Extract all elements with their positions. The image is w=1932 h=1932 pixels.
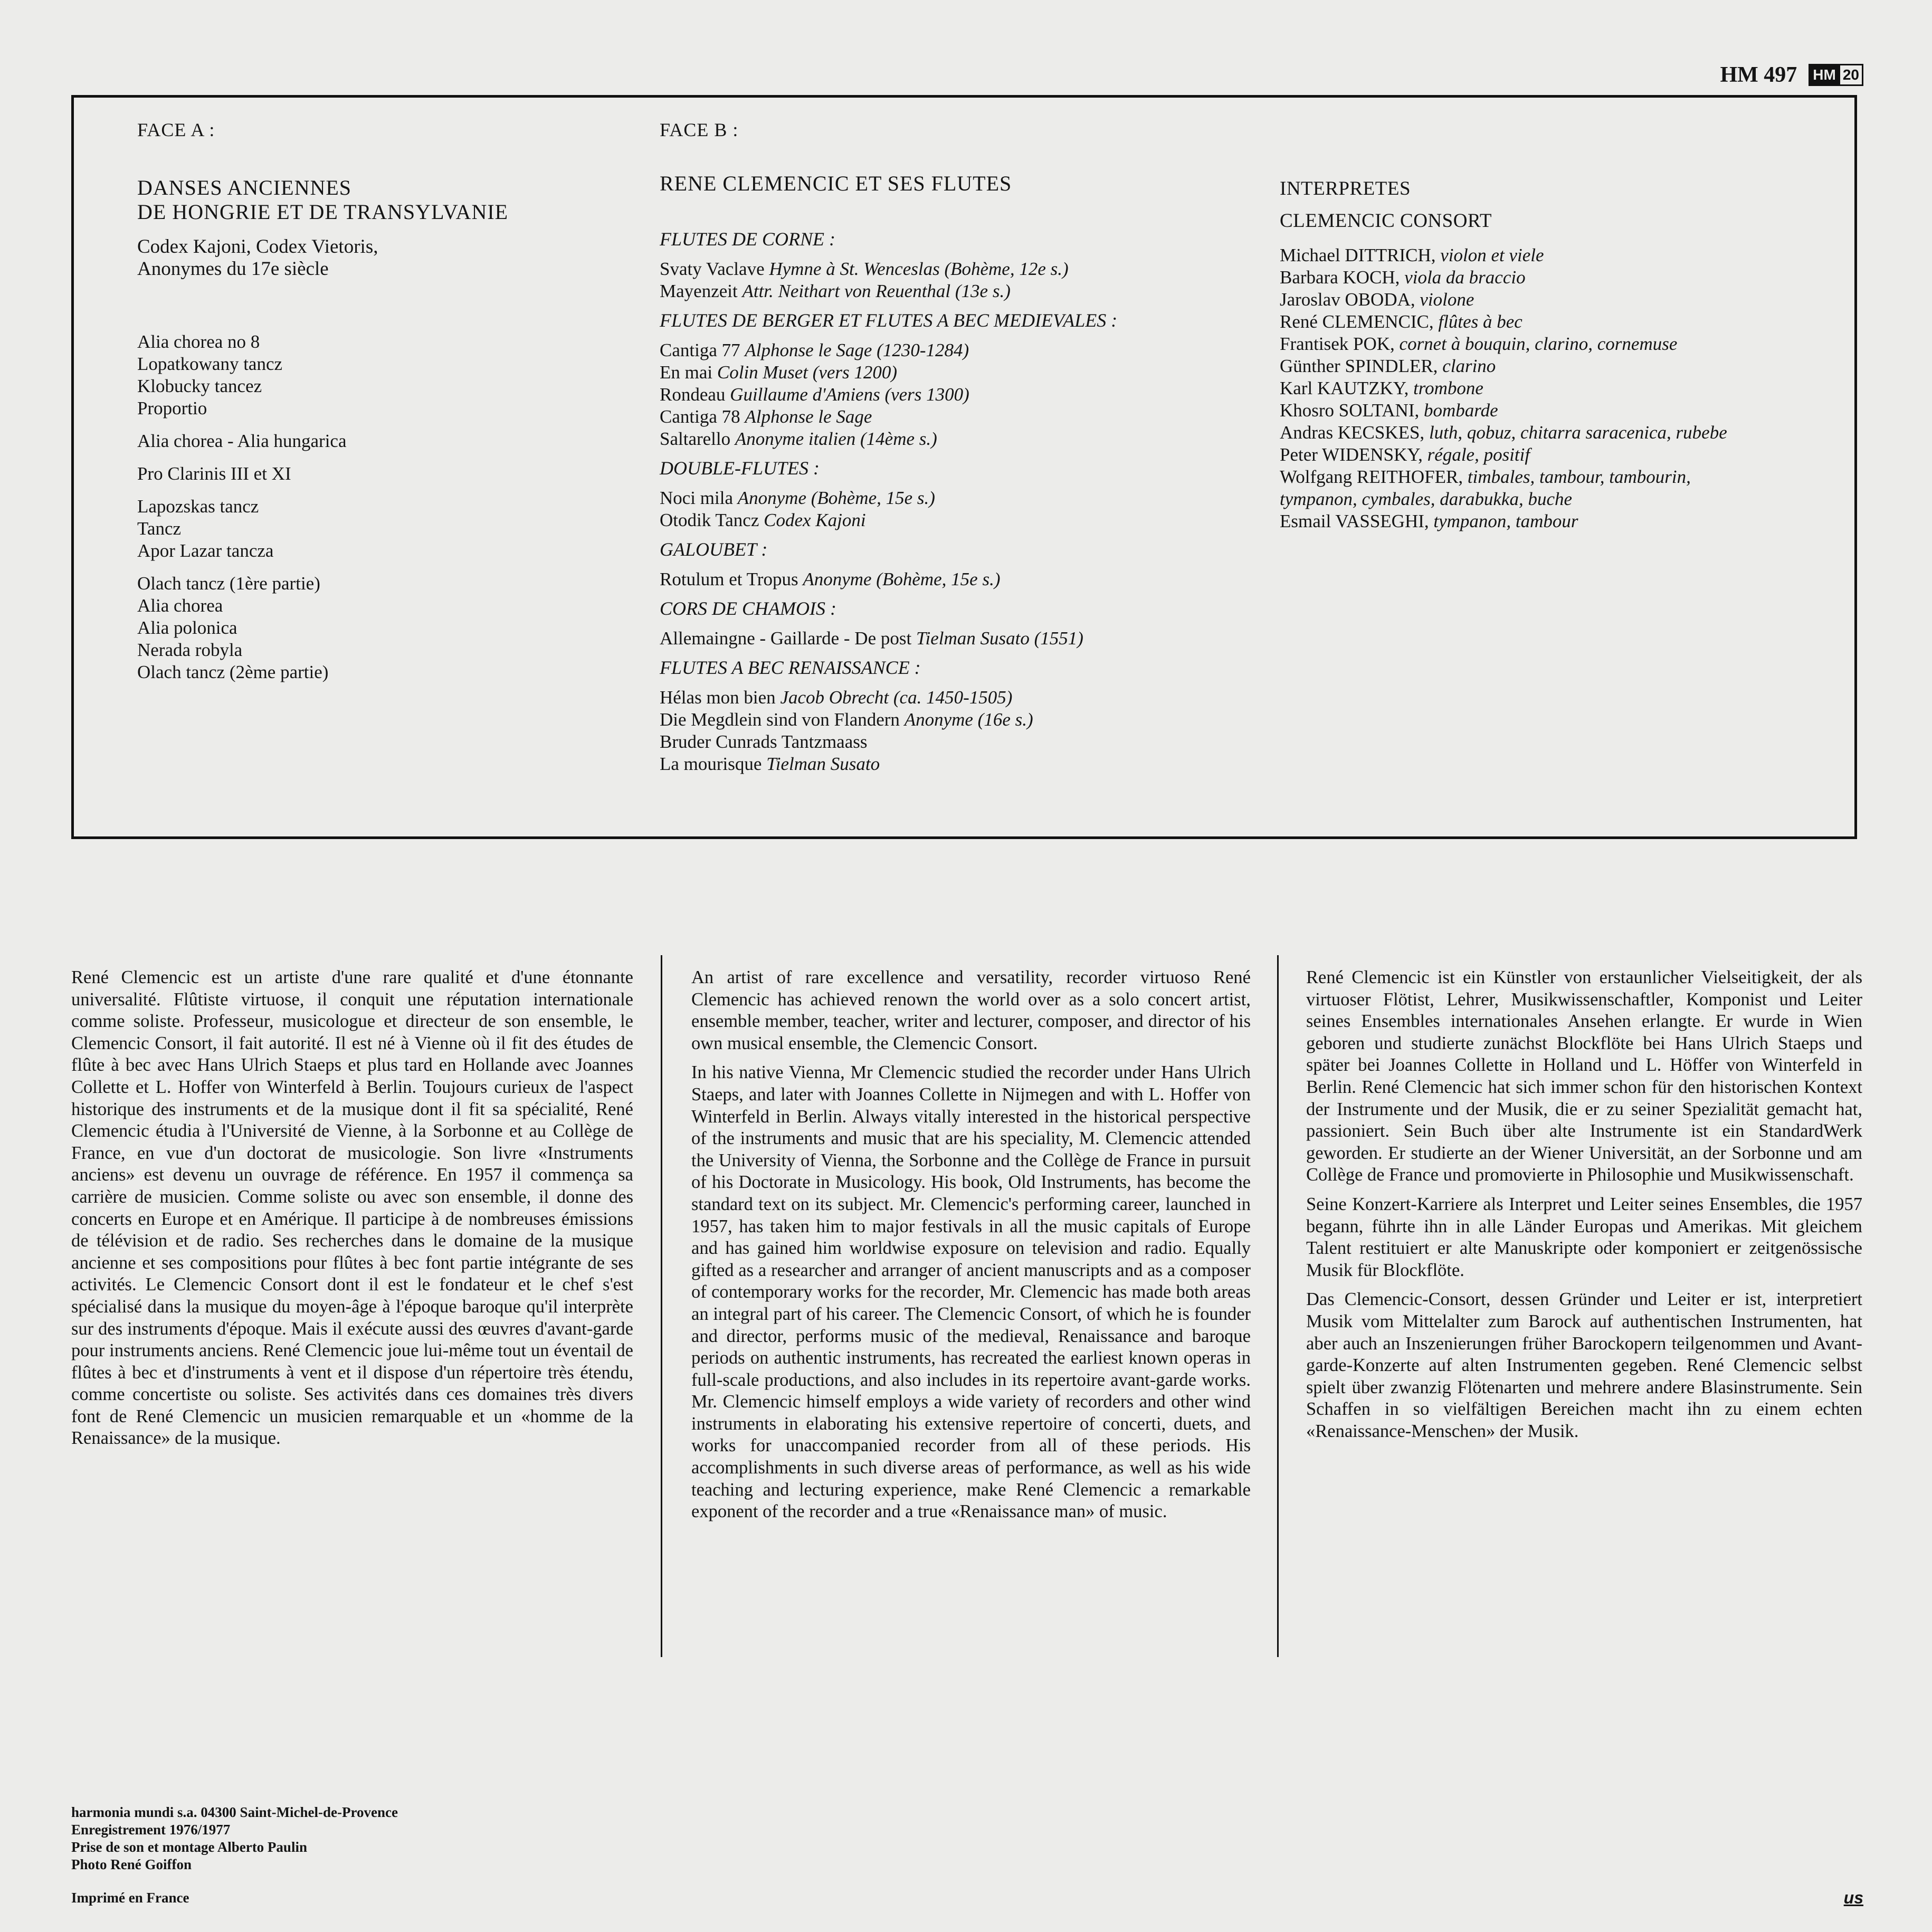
performer-role: timbales, tambour, tambourin, [1467,467,1691,487]
performer-role: tympanon, tambour [1433,511,1578,531]
section-tracks [660,339,1293,450]
track-title: La mourisque [660,754,762,774]
track-item [660,280,1293,302]
track-item [660,753,1293,775]
track-title: Cantiga 77 [660,340,740,360]
credit-line: Prise de son et montage Alberto Paulin [71,1839,307,1855]
paragraph: Das Clemencic-Consort, dessen Gründer und Leiter er ist, interpretiert Musik vom Mittelalter zum Barock auf authentischen Instrumenten, hat aber auch an Inszenierungen früher Barockopern teilgenommen und Avant-garde-Konzerte auf alten Instrumenten gegeben. René Clemencic selbst spielt über zwanzig Flötenarten und mehrere andere Blasinstrumente. Sein Schaffen in so vielfältigen Bereichen macht ihn zu einem echten «Renaissance-Menschen» der Musik. [1306,1289,1862,1441]
section-heading: DOUBLE-FLUTES : [660,458,820,479]
paragraph: An artist of rare excellence and versatility, recorder virtuoso René Clemencic has achieved renown the world over as a solo concert artist, ensemble member, teacher, writer and lecturer, composer, and director of his own musical ensemble, the Clemencic Consort. [691,967,1251,1053]
track-title: Rotulum et Tropus [660,569,798,589]
track-title: Saltarello [660,429,731,449]
performer-name: Esmail VASSEGHI, [1280,511,1434,531]
track-detail: Guillaume d'Amiens (vers 1300) [730,384,969,405]
track-item [660,709,1293,731]
performer [1280,422,1727,444]
track-item: Olach tancz (2ème partie) [137,662,329,682]
printed-in: Imprimé en France [71,1890,189,1906]
track-detail: Colin Muset (vers 1200) [717,362,898,383]
performer-role: bombarde [1424,400,1498,421]
paragraph: In his native Vienna, Mr Clemencic studied the recorder under Hans Ulrich Staeps, and later with Joannes Collette in Nijmegen and with L. Hoffer von Winterfeld in Berlin. Always vitally interested in the historical perspective of the instruments and music that are his speciality, M. Clemencic attended the University of Vienna, the Sorbonne and the Collège de France in pursuit of his Doctorate in Musicology. His book, Old Instruments, has become the standard text on its subject. Mr. Clemencic's performing career, launched in 1957, has taken him to major festivals in all the music capitals of Europe and has gained him worldwise exposure on television and radio. Equally gifted as a researcher and arranger of ancient manuscripts and as a composer of contemporary works for the recorder, Mr. Clemencic has made both areas an integral part of his career. The Clemencic Consort, of which he is founder and director, performs music of the medieval, Renaissance and baroque periods on authentic instruments, has recreated the earliest known operas in full-scale productions, and also includes in its repertoire avant-garde works. Mr. Clemencic himself employs a wide variety of recorders and other wind instruments in elaborating his extensive repertoire of concerti, duets, and works for unaccompanied recorder from all of these periods. His accomplishments in such diverse areas of performance, as well as his wide teaching and lecturing experience, make René Clemencic a remarkable exponent of the recorder and a true «Renaissance man» of music. [691,1062,1251,1522]
face-a-tracklist [137,331,346,683]
paragraph: René Clemencic ist ein Künstler von erstaunlicher Vielseitigkeit, der als virtuoser Flötist, Lehrer, Musikwissenschaftler, Komponist und Leiter seines Ensembles internationales Ansehen erlangte. Er wurde in Wien geboren und studierte zunächst Blockflöte bei Hans Ulrich Staeps und später bei Joannes Collette in Holland und L. Höffer von Winterfeld in Berlin. René Clemencic hat sich immer schon für den historischen Kontext der Instrumente und der Musik, die er zu seiner Spezialität gemacht hat, passioniert. Sein Buch über alte Instrumente ist ein StandardWerk geworden. Er studierte an der Wiener Universität, an der Sorbonne und am Collège de France und promovierte in Philosophie und Musikwissenschaft. [1306,967,1862,1185]
track-item [660,258,1293,280]
track-item [660,406,1293,428]
credits-footer [71,1804,398,1907]
track-title: En mai [660,362,713,383]
section-tracks [660,627,1293,650]
ensemble-name: CLEMENCIC CONSORT [1280,210,1492,232]
performer [1280,244,1727,267]
track-detail: Jacob Obrecht (ca. 1450-1505) [780,687,1013,708]
performer [1280,399,1727,422]
performers-heading: INTERPRETES [1280,178,1411,199]
track-item: Proportio [137,398,207,418]
column-divider [1277,955,1279,1657]
track-detail: Tielman Susato (1551) [916,628,1083,649]
track-item [660,731,1293,753]
performer [1280,267,1727,289]
track-item: Nerada robyla [137,640,243,660]
track-detail: Anonyme (16e s.) [904,709,1033,730]
track-item: Alia chorea no 8 [137,331,260,352]
track-item: Alia chorea [137,595,223,616]
face-b-label: FACE B : [660,119,739,140]
track-detail: Alphonse le Sage [745,406,872,427]
face-b-title: RENE CLEMENCIC ET SES FLUTES [660,172,1012,195]
performer-role: viola da braccio [1404,267,1526,288]
track-detail: Alphonse le Sage (1230-1284) [745,340,969,360]
track-title: Noci mila [660,488,733,508]
section-tracks [660,258,1293,302]
performer-role: régale, positif [1427,444,1530,465]
track-title: Mayenzeit [660,281,738,301]
track-detail: Anonyme (Bohème, 15e s.) [737,488,935,508]
performer-name: Andras KECSKES, [1280,422,1429,443]
performer-name: Jaroslav OBODA, [1280,289,1420,310]
track-detail: Anonyme (Bohème, 15e s.) [803,569,1001,589]
face-a-subtitle: Codex Kajoni, Codex Vietoris, Anonymes du 17e siècle [137,236,378,280]
face-a-title: DANSES ANCIENNES DE HONGRIE ET DE TRANSYLVANIE [137,176,509,224]
section-tracks [660,568,1293,591]
performer [1280,444,1727,466]
section-heading: FLUTES DE BERGER ET FLUTES A BEC MEDIEVALES : [660,310,1118,331]
performers-list [1280,244,1727,532]
track-item: Klobucky tancez [137,376,262,396]
track-item [660,487,1293,509]
track-item [660,339,1293,361]
performer [1280,289,1727,311]
track-detail: Hymne à St. Wenceslas (Bohème, 12e s.) [769,259,1069,279]
track-title: Allemaingne - Gaillarde - De post [660,628,912,649]
tracklist-box [71,95,1857,839]
track-item: Pro Clarinis III et XI [137,463,291,484]
performer-role: violone [1420,289,1474,310]
section-heading: FLUTES DE CORNE : [660,229,835,250]
track-item [660,687,1293,709]
performer-name: Barbara KOCH, [1280,267,1405,288]
track-title: Cantiga 78 [660,406,740,427]
performer-name: Peter WIDENSKY, [1280,444,1427,465]
face-b-tracklist [660,227,1293,782]
performer-role: violon et viele [1440,245,1544,265]
paragraph: René Clemencic est un artiste d'une rare qualité et d'une étonnante universalité. Flûtiste virtuose, il conquit une réputation internationale comme soliste. Professeur, musicologue et directeur de son ensemble, le Clemencic Consort, il fait autorité. Il est né à Vienne où il fit des études de flûte à bec avec Hans Ulrich Staeps et plus tard en Hollande avec Joannes Collette et L. Hoffer von Winterfeld à Berlin. Toujours curieux de l'aspect historique des instruments et de la musique dont il fit sa spécialité, René Clemencic étudia à l'Université de Vienne, à la Sorbonne et au Collège de France, en vue d'un doctorat de musicologie. Son livre «Instruments anciens» est devenu un ouvrage de référence. En 1957 il commença sa carrière de musicien. Comme soliste ou avec son ensemble, il donne des concerts en Europe et en Amérique. Il participe à de nombreuses émissions de télévision et de radio. Ses recherches dans le domaine de la musique ancienne et ses compositions pour flûtes à bec font partie intégrante de ses activités. Le Clemencic Consort dont il est le fondateur et le chef s'est spécialisé dans la musique du moyen-âge à l'époque baroque qu'il interprète sur des instruments d'époque. Mais il exécute aussi des œuvres d'avant-garde pour instruments anciens. René Clemencic joue lui-même tout un éventail de flûtes à bec et d'instruments à vent et il dispose d'un répertoire très étendu, comme concertiste ou soliste. Ses activités dans ces domaines très divers font de René Clemencic un musicien remarquable et un «homme de la Renaissance» de la musique. [71,967,633,1449]
performer-name: Wolfgang REITHOFER, [1280,467,1468,487]
column-divider [661,955,662,1657]
track-item: Tancz [137,518,182,539]
track-item: Apor Lazar tancza [137,540,274,561]
section-heading: FLUTES A BEC RENAISSANCE : [660,657,921,678]
performer [1280,311,1727,333]
performer-name: Karl KAUTZKY, [1280,378,1414,398]
printer-mark: us [1843,1888,1863,1907]
bio-french [71,967,633,1457]
section-tracks [660,487,1293,531]
track-detail: Attr. Neithart von Reuenthal (13e s.) [742,281,1011,301]
performer [1280,488,1727,510]
paragraph: Seine Konzert-Karriere als Interpret und Leiter seines Ensembles, die 1957 begann, führte ihn in alle Länder Europas und Amerikas. Mit gleichem Talent restituiert er alte Manuskripte oder komponiert er zeitgenössische Musik für Blockflöte. [1306,1194,1862,1280]
performer-role: tympanon, cymbales, darabukka, buche [1280,489,1573,509]
track-item: Olach tancz (1ère partie) [137,573,320,594]
track-item [660,568,1293,591]
track-item [660,627,1293,650]
credit-line: Enregistrement 1976/1977 [71,1822,231,1838]
performer [1280,510,1727,532]
track-detail: Anonyme italien (14ème s.) [735,429,937,449]
performer-name: René CLEMENCIC, [1280,311,1439,332]
performer-role: luth, qobuz, chitarra saracenica, rubebe [1429,422,1727,443]
track-title: Die Megdlein sind von Flandern [660,709,900,730]
track-title: Svaty Vaclave [660,259,765,279]
performer [1280,355,1727,377]
performer [1280,377,1727,399]
credit-line: Photo René Goiffon [71,1857,192,1872]
hm-logo-icon: HM 20 [1809,64,1863,86]
performer-name: Michael DITTRICH, [1280,245,1441,265]
face-a-label: FACE A : [137,119,215,140]
track-title: Rondeau [660,384,726,405]
performer [1280,333,1727,355]
track-title: Hélas mon bien [660,687,776,708]
catalog-number: HM 497 [1720,63,1797,87]
performer-role: cornet à bouquin, clarino, cornemuse [1399,334,1678,354]
track-item [660,428,1293,450]
performer-role: flûtes à bec [1438,311,1522,332]
track-title: Bruder Cunrads Tantzmaass [660,731,868,752]
track-item: Alia polonica [137,617,237,638]
track-item: Alia chorea - Alia hungarica [137,431,347,451]
section-heading: CORS DE CHAMOIS : [660,598,836,619]
track-title: Otodik Tancz [660,510,759,530]
track-item [660,509,1293,531]
track-detail: Tielman Susato [766,754,880,774]
performer-name: Günther SPINDLER, [1280,356,1443,376]
section-tracks [660,687,1293,775]
performer-name: Khosro SOLTANI, [1280,400,1424,421]
performer-name: Frantisek POK, [1280,334,1400,354]
track-detail: Codex Kajoni [764,510,866,530]
track-item: Lapozskas tancz [137,496,259,517]
track-item [660,361,1293,384]
track-item [660,384,1293,406]
bio-english [691,967,1251,1530]
catalog-header [1720,62,1863,88]
section-heading: GALOUBET : [660,539,768,560]
bio-german [1306,967,1862,1450]
performer-role: clarino [1442,356,1496,376]
performer-role: trombone [1413,378,1483,398]
track-item: Lopatkowany tancz [137,354,283,374]
credit-line: harmonia mundi s.a. 04300 Saint-Michel-de-Provence [71,1804,398,1820]
performer [1280,466,1727,488]
